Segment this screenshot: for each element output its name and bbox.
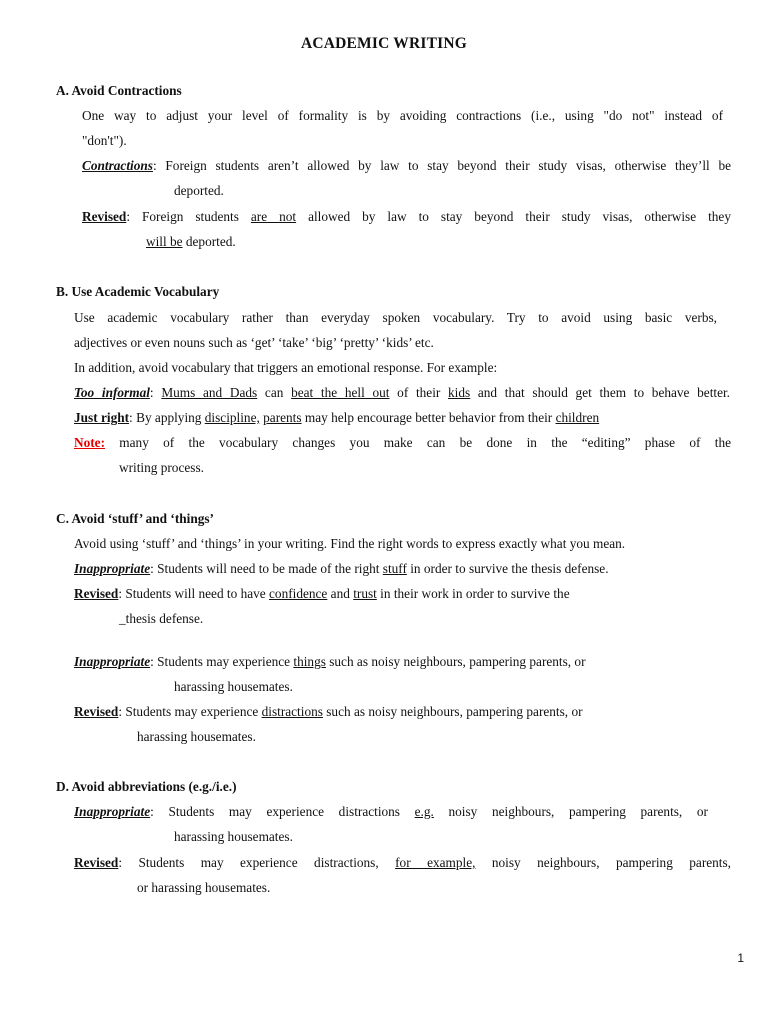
revised-example-a-cont: will be deported. [146,234,236,249]
section-a-intro-line1: One way to adjust your level of formality is by avoiding contractions (i.e., using "do not" instead of [82,108,723,123]
section-b-line3: In addition, avoid vocabulary that triggers an emotional response. For example: [74,360,498,375]
section-c-line1: Avoid using ‘stuff’ and ‘things’ in your writing. Find the right words to express exactly what you mean. [74,536,626,551]
note-label: Note: [74,435,106,450]
section-b-line2: adjectives or even nouns such as ‘get’ ‘take’ ‘big’ ‘pretty’ ‘kids’ etc. [74,335,434,350]
section-d-heading: D. Avoid abbreviations (e.g./i.e.) [56,779,237,794]
inappropriate-example-d-cont: harassing housemates. [174,829,293,844]
too-informal-example: Too informal: Mums and Dads can beat the hell out of their kids and that should get them to behave better. [74,385,731,400]
page-title: ACADEMIC WRITING [300,35,468,52]
section-a-heading: A. Avoid Contractions [56,83,182,98]
inappropriate-example-2: Inappropriate: Students may experience things such as noisy neighbours, pampering parents, or [74,654,586,669]
revised-label: Revised [74,704,119,719]
revised-example-c2: Revised: Students may experience distractions such as noisy neighbours, pampering parents, or [74,704,583,719]
revised-label: Revised [74,586,119,601]
section-b-heading: B. Use Academic Vocabulary [56,284,220,299]
revised-example-c1-cont: _thesis defense. [119,611,204,626]
revised-label: Revised [82,209,127,224]
inappropriate-label: Inappropriate [74,561,151,576]
inappropriate-example-d: Inappropriate: Students may experience distractions e.g. noisy neighbours, pampering parents, or [74,804,708,819]
revised-label: Revised [74,855,119,870]
just-right-label: Just right [74,410,130,425]
inappropriate-example-2-cont: harassing housemates. [174,679,293,694]
revised-example-d-cont: or harassing housemates. [137,880,271,895]
revised-example-c1: Revised: Students will need to have confidence and trust in their work in order to survive the [74,586,570,601]
inappropriate-label: Inappropriate [74,804,151,819]
contractions-example: Contractions: Foreign students aren’t allowed by law to stay beyond their study visas, otherwise they’ll be [82,158,731,173]
section-a-intro-line2: "don't"). [82,133,127,148]
page-number: 1 [737,951,744,965]
note-line: Note: many of the vocabulary changes you make can be done in the “editing” phase of the [74,435,731,450]
contractions-example-cont: deported. [174,183,224,198]
too-informal-label: Too informal [74,385,150,400]
revised-example-d: Revised: Students may experience distractions, for example, noisy neighbours, pampering parents, [74,855,732,870]
contractions-label: Contractions [82,158,153,173]
inappropriate-label: Inappropriate [74,654,151,669]
revised-example-a: Revised: Foreign students are not allowed by law to stay beyond their study visas, otherwise they [82,209,731,224]
note-line-cont: writing process. [119,460,204,475]
revised-example-c2-cont: harassing housemates. [137,729,256,744]
just-right-example: Just right: By applying discipline, parents may help encourage better behavior from their children [74,410,600,425]
inappropriate-example-1: Inappropriate: Students will need to be made of the right stuff in order to survive the thesis defense. [74,561,609,576]
section-c-heading: C. Avoid ‘stuff’ and ‘things’ [56,511,214,526]
section-b-line1: Use academic vocabulary rather than everyday spoken vocabulary. Try to avoid using basic verbs, [74,310,717,325]
